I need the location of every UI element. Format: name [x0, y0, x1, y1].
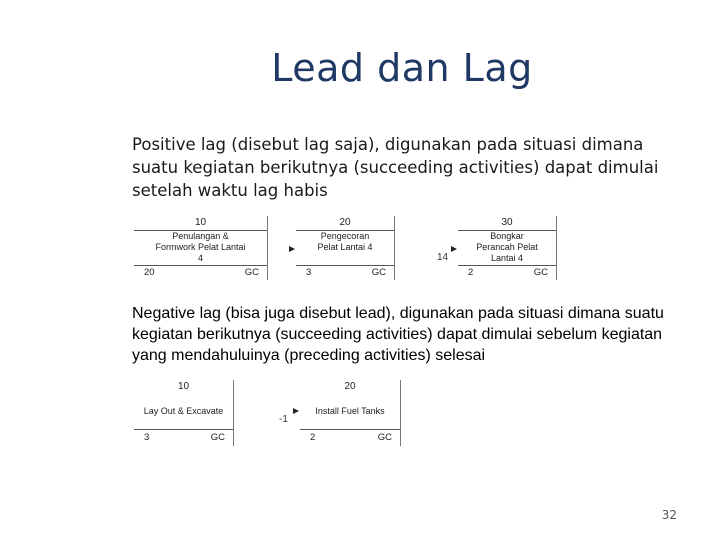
node-edge: [400, 380, 401, 446]
activity-node: [134, 216, 267, 280]
slide-title: Lead dan Lag: [271, 46, 533, 90]
activity-id: 20: [296, 216, 394, 231]
activity-id: 10: [134, 216, 267, 231]
activity-name: Penulangan & Formwork Pelat Lantai 4: [155, 231, 246, 263]
lag-label: 14: [437, 252, 449, 263]
activity-name: Lay Out & Excavate: [143, 406, 224, 416]
activity-calendar: GC: [377, 432, 392, 443]
activity-name: Install Fuel Tanks: [315, 406, 385, 416]
activity-id: 10: [177, 381, 190, 392]
activity-duration: 20: [144, 267, 155, 278]
activity-node: [134, 380, 233, 446]
activity-calendar: GC: [371, 267, 386, 278]
activity-calendar: GC: [244, 267, 259, 278]
activity-name: Pengecoran Pelat Lantai 4: [317, 231, 373, 252]
activity-node: [300, 380, 400, 446]
activity-duration: 3: [306, 267, 312, 278]
node-edge: [233, 380, 234, 446]
node-edge: [267, 216, 268, 280]
activity-calendar: GC: [533, 267, 548, 278]
activity-id: 20: [344, 381, 356, 392]
activity-node: [296, 216, 394, 280]
link-arrow: [451, 246, 457, 252]
activity-duration: 3: [144, 432, 150, 443]
activity-calendar: GC: [210, 432, 225, 443]
positive-lag-text: Positive lag (disebut lag saja), digunakan pada situasi dimana suatu kegiatan berikutnya (succeeding activities) dapat dimulai setelah waktu lag habis: [132, 135, 659, 200]
lag-label: -1: [279, 414, 288, 425]
link-arrow: [289, 246, 295, 252]
activity-duration: 2: [468, 267, 474, 278]
activity-name: Bongkar Perancah Pelat Lantai 4: [476, 231, 538, 263]
negative-lag-text: Negative lag (bisa juga disebut lead), digunakan pada situasi dimana suatu kegiatan berikutnya (succeeding activities) dapat dimulai sebelum kegiatan yang mendahuluinya (preceding activities) selesai: [132, 305, 664, 364]
page-number: 32: [661, 508, 677, 522]
node-edge: [556, 216, 557, 280]
activity-node: [458, 216, 556, 280]
activity-id: 30: [458, 216, 556, 231]
activity-duration: 2: [310, 432, 316, 443]
link-arrow: [293, 408, 299, 414]
node-edge: [394, 216, 395, 280]
